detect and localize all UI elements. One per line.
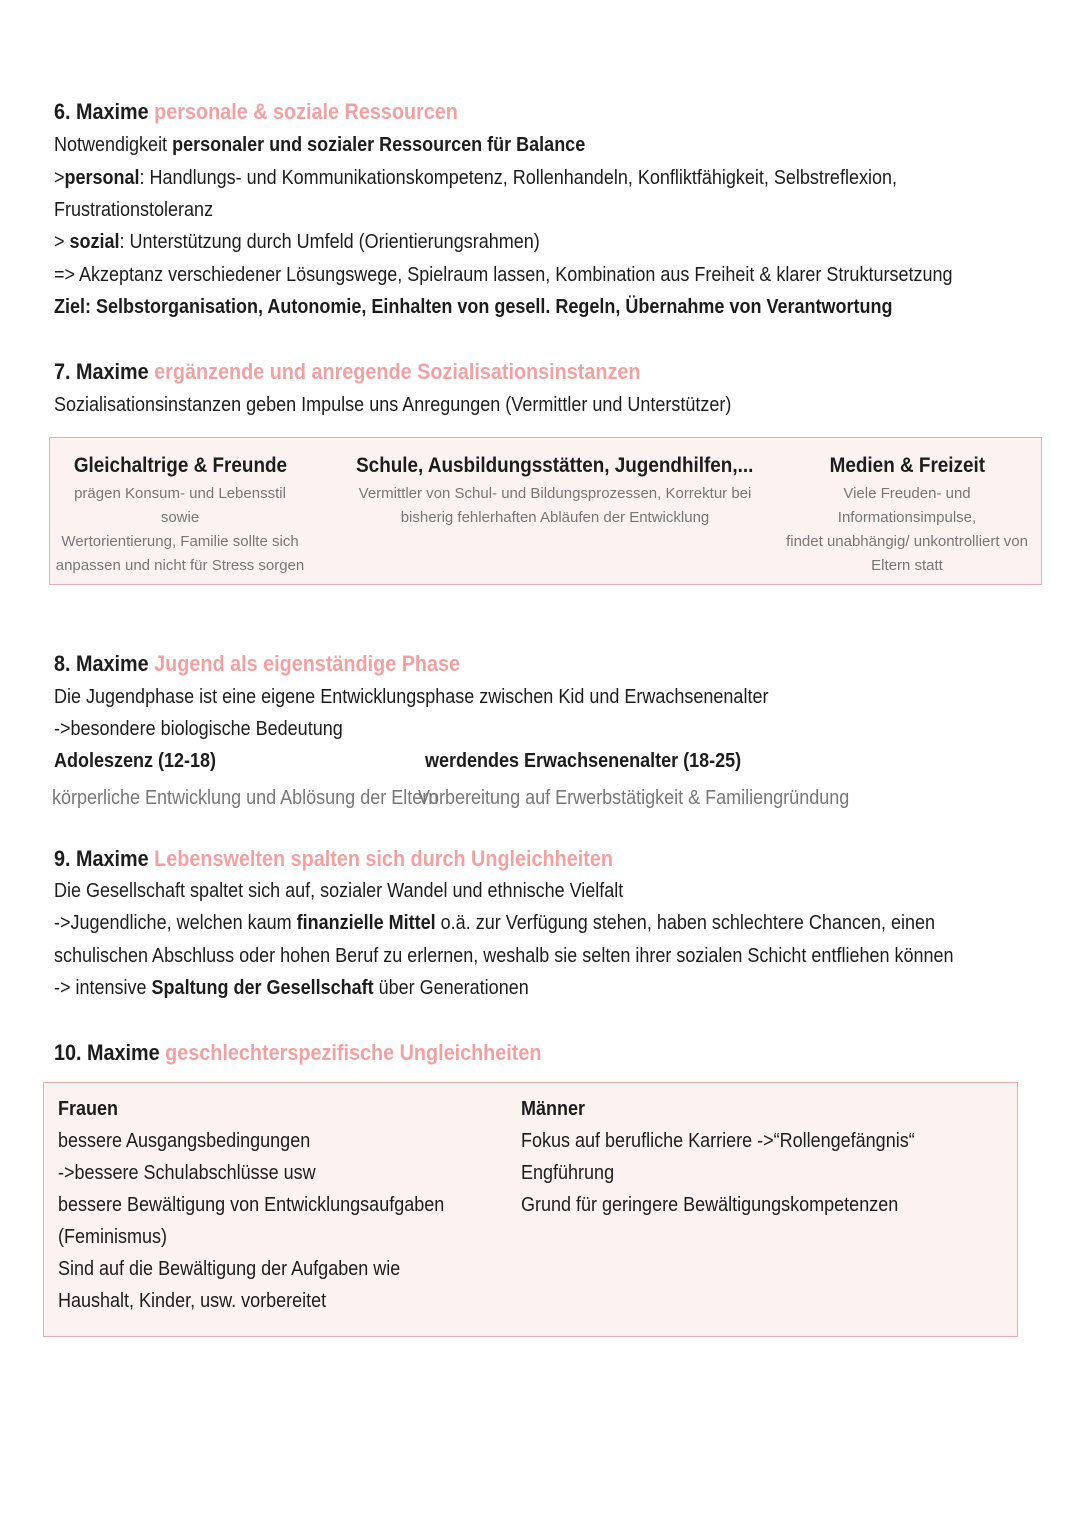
maxime-number: 7. Maxime: [54, 359, 149, 384]
heading-maxime-7: [54, 356, 640, 388]
maxime-6-line-3: Frustrationstoleranz: [54, 199, 214, 221]
maxime-9-line-4: [54, 972, 529, 1004]
emerging-adulthood-title: werdendes Erwachsenenalter (18-25): [425, 750, 742, 772]
maxime-6-line-2: [54, 162, 897, 194]
adolescence-title: Adoleszenz (12-18): [54, 750, 217, 772]
text: ->Jugendliche, welchen kaum: [54, 912, 297, 934]
column-text: [774, 482, 1040, 578]
column-title: Schule, Ausbildungsstätten, Jugendhilfen,...: [356, 454, 754, 477]
women-column: [58, 1093, 487, 1317]
heading-maxime-10: [54, 1037, 542, 1069]
women-line: Sind auf die Bewältigung der Aufgaben wie: [58, 1258, 401, 1280]
maxime-number: 8. Maxime: [54, 651, 149, 676]
text: Notwendigkeit: [54, 134, 173, 156]
text-line: Viele Freuden- und Informationsimpulse,: [837, 485, 977, 526]
maxime-6-line-4: [54, 226, 540, 258]
maxime-6-line-5: => Akzeptanz verschiedener Lösungswege, Spielraum lassen, Kombination aus Freiheit & klarer Struktursetzung: [54, 264, 953, 286]
text: über Generationen: [373, 977, 529, 999]
text: : Unterstützung durch Umfeld (Orientierungsrahmen): [119, 231, 540, 253]
text-line: findet unabhängig/ unkontrolliert von: [786, 533, 1028, 550]
maxime-number: 6. Maxime: [54, 99, 149, 124]
text: : Handlungs- und Kommunikationskompetenz, Rollenhandeln, Konfliktfähigkeit, Selbstreflexion,: [139, 167, 897, 189]
text-line: Wertorientierung, Familie sollte sich: [61, 533, 299, 550]
text: -> intensive: [54, 977, 152, 999]
maxime-title: geschlechterspezifische Ungleichheiten: [165, 1040, 542, 1065]
maxime-number: 10. Maxime: [54, 1040, 160, 1065]
maxime-title: Jugend als eigenständige Phase: [154, 651, 461, 676]
maxime-8-line-1: Die Jugendphase ist eine eigene Entwicklungsphase zwischen Kid und Erwachsenenalter: [54, 686, 769, 708]
women-line: (Feminismus): [58, 1226, 168, 1248]
men-title: Männer: [521, 1098, 586, 1120]
column-text: [54, 482, 306, 578]
women-line: Haushalt, Kinder, usw. vorbereitet: [58, 1290, 327, 1312]
women-line: ->bessere Schulabschlüsse usw: [58, 1162, 316, 1184]
maxime-6-goal: Ziel: Selbstorganisation, Autonomie, Einhalten von gesell. Regeln, Übernahme von Verantwortung: [54, 296, 893, 318]
bold-text: Spaltung der Gesellschaft: [151, 977, 374, 999]
socialization-box: [49, 437, 1042, 585]
column-title: Medien & Freizeit: [829, 454, 985, 477]
maxime-9-line-2: [54, 907, 935, 939]
heading-maxime-9: [54, 843, 613, 875]
text-line: prägen Konsum- und Lebensstil sowie: [74, 485, 286, 526]
text-line: Vermittler von Schul- und Bildungsprozessen, Korrektur bei: [358, 485, 752, 502]
maxime-6-line-1: [54, 129, 585, 161]
column-text: [310, 482, 800, 530]
bold-text: personaler und sozialer Ressourcen für Balance: [172, 134, 586, 156]
maxime-number: 9. Maxime: [54, 846, 149, 871]
column-title: Gleichaltrige & Freunde: [73, 454, 287, 477]
bold-text: personal: [64, 167, 140, 189]
maxime-8-line-2: ->besondere biologische Bedeutung: [54, 718, 343, 740]
maxime-9-line-3: schulischen Abschluss oder hohen Beruf zu erlernen, weshalb sie selten ihrer sozialen Schicht entfliehen können: [54, 945, 954, 967]
men-line: Engführung: [521, 1162, 615, 1184]
text: o.ä. zur Verfügung stehen, haben schlechtere Chancen, einen: [435, 912, 936, 934]
gender-box: [43, 1082, 1018, 1337]
column-school: [310, 454, 800, 530]
men-line: Grund für geringere Bewältigungskompetenzen: [521, 1194, 899, 1216]
text-line: anpassen und nicht für Stress sorgen: [55, 557, 305, 574]
women-title: Frauen: [58, 1098, 119, 1120]
maxime-title: personale & soziale Ressourcen: [154, 99, 458, 124]
women-line: bessere Bewältigung von Entwicklungsaufgaben: [58, 1194, 445, 1216]
bold-text: finanzielle Mittel: [296, 912, 436, 934]
men-line: Fokus auf berufliche Karriere ->“Rollengefängnis“: [521, 1130, 915, 1152]
column-media: [774, 454, 1040, 578]
column-peers: [54, 454, 306, 578]
text: >: [54, 167, 65, 189]
text-line: bisherig fehlerhaften Abläufen der Entwicklung: [400, 509, 710, 526]
adolescence-text: körperliche Entwicklung und Ablösung der Eltern: [52, 787, 439, 809]
text-line: Eltern statt: [871, 557, 943, 574]
bold-text: sozial: [69, 231, 120, 253]
heading-maxime-6: [54, 96, 458, 128]
maxime-7-line-1: Sozialisationsinstanzen geben Impulse uns Anregungen (Vermittler und Unterstützer): [54, 394, 732, 416]
maxime-9-line-1: Die Gesellschaft spaltet sich auf, sozialer Wandel und ethnische Vielfalt: [54, 880, 624, 902]
men-column: [521, 1093, 958, 1221]
women-line: bessere Ausgangsbedingungen: [58, 1130, 311, 1152]
emerging-adulthood-text: Vorbereitung auf Erwerbstätigkeit & Familiengründung: [418, 787, 850, 809]
heading-maxime-8: [54, 648, 460, 680]
text: >: [54, 231, 70, 253]
maxime-title: ergänzende und anregende Sozialisationsinstanzen: [154, 359, 641, 384]
maxime-title: Lebenswelten spalten sich durch Ungleichheiten: [154, 846, 613, 871]
